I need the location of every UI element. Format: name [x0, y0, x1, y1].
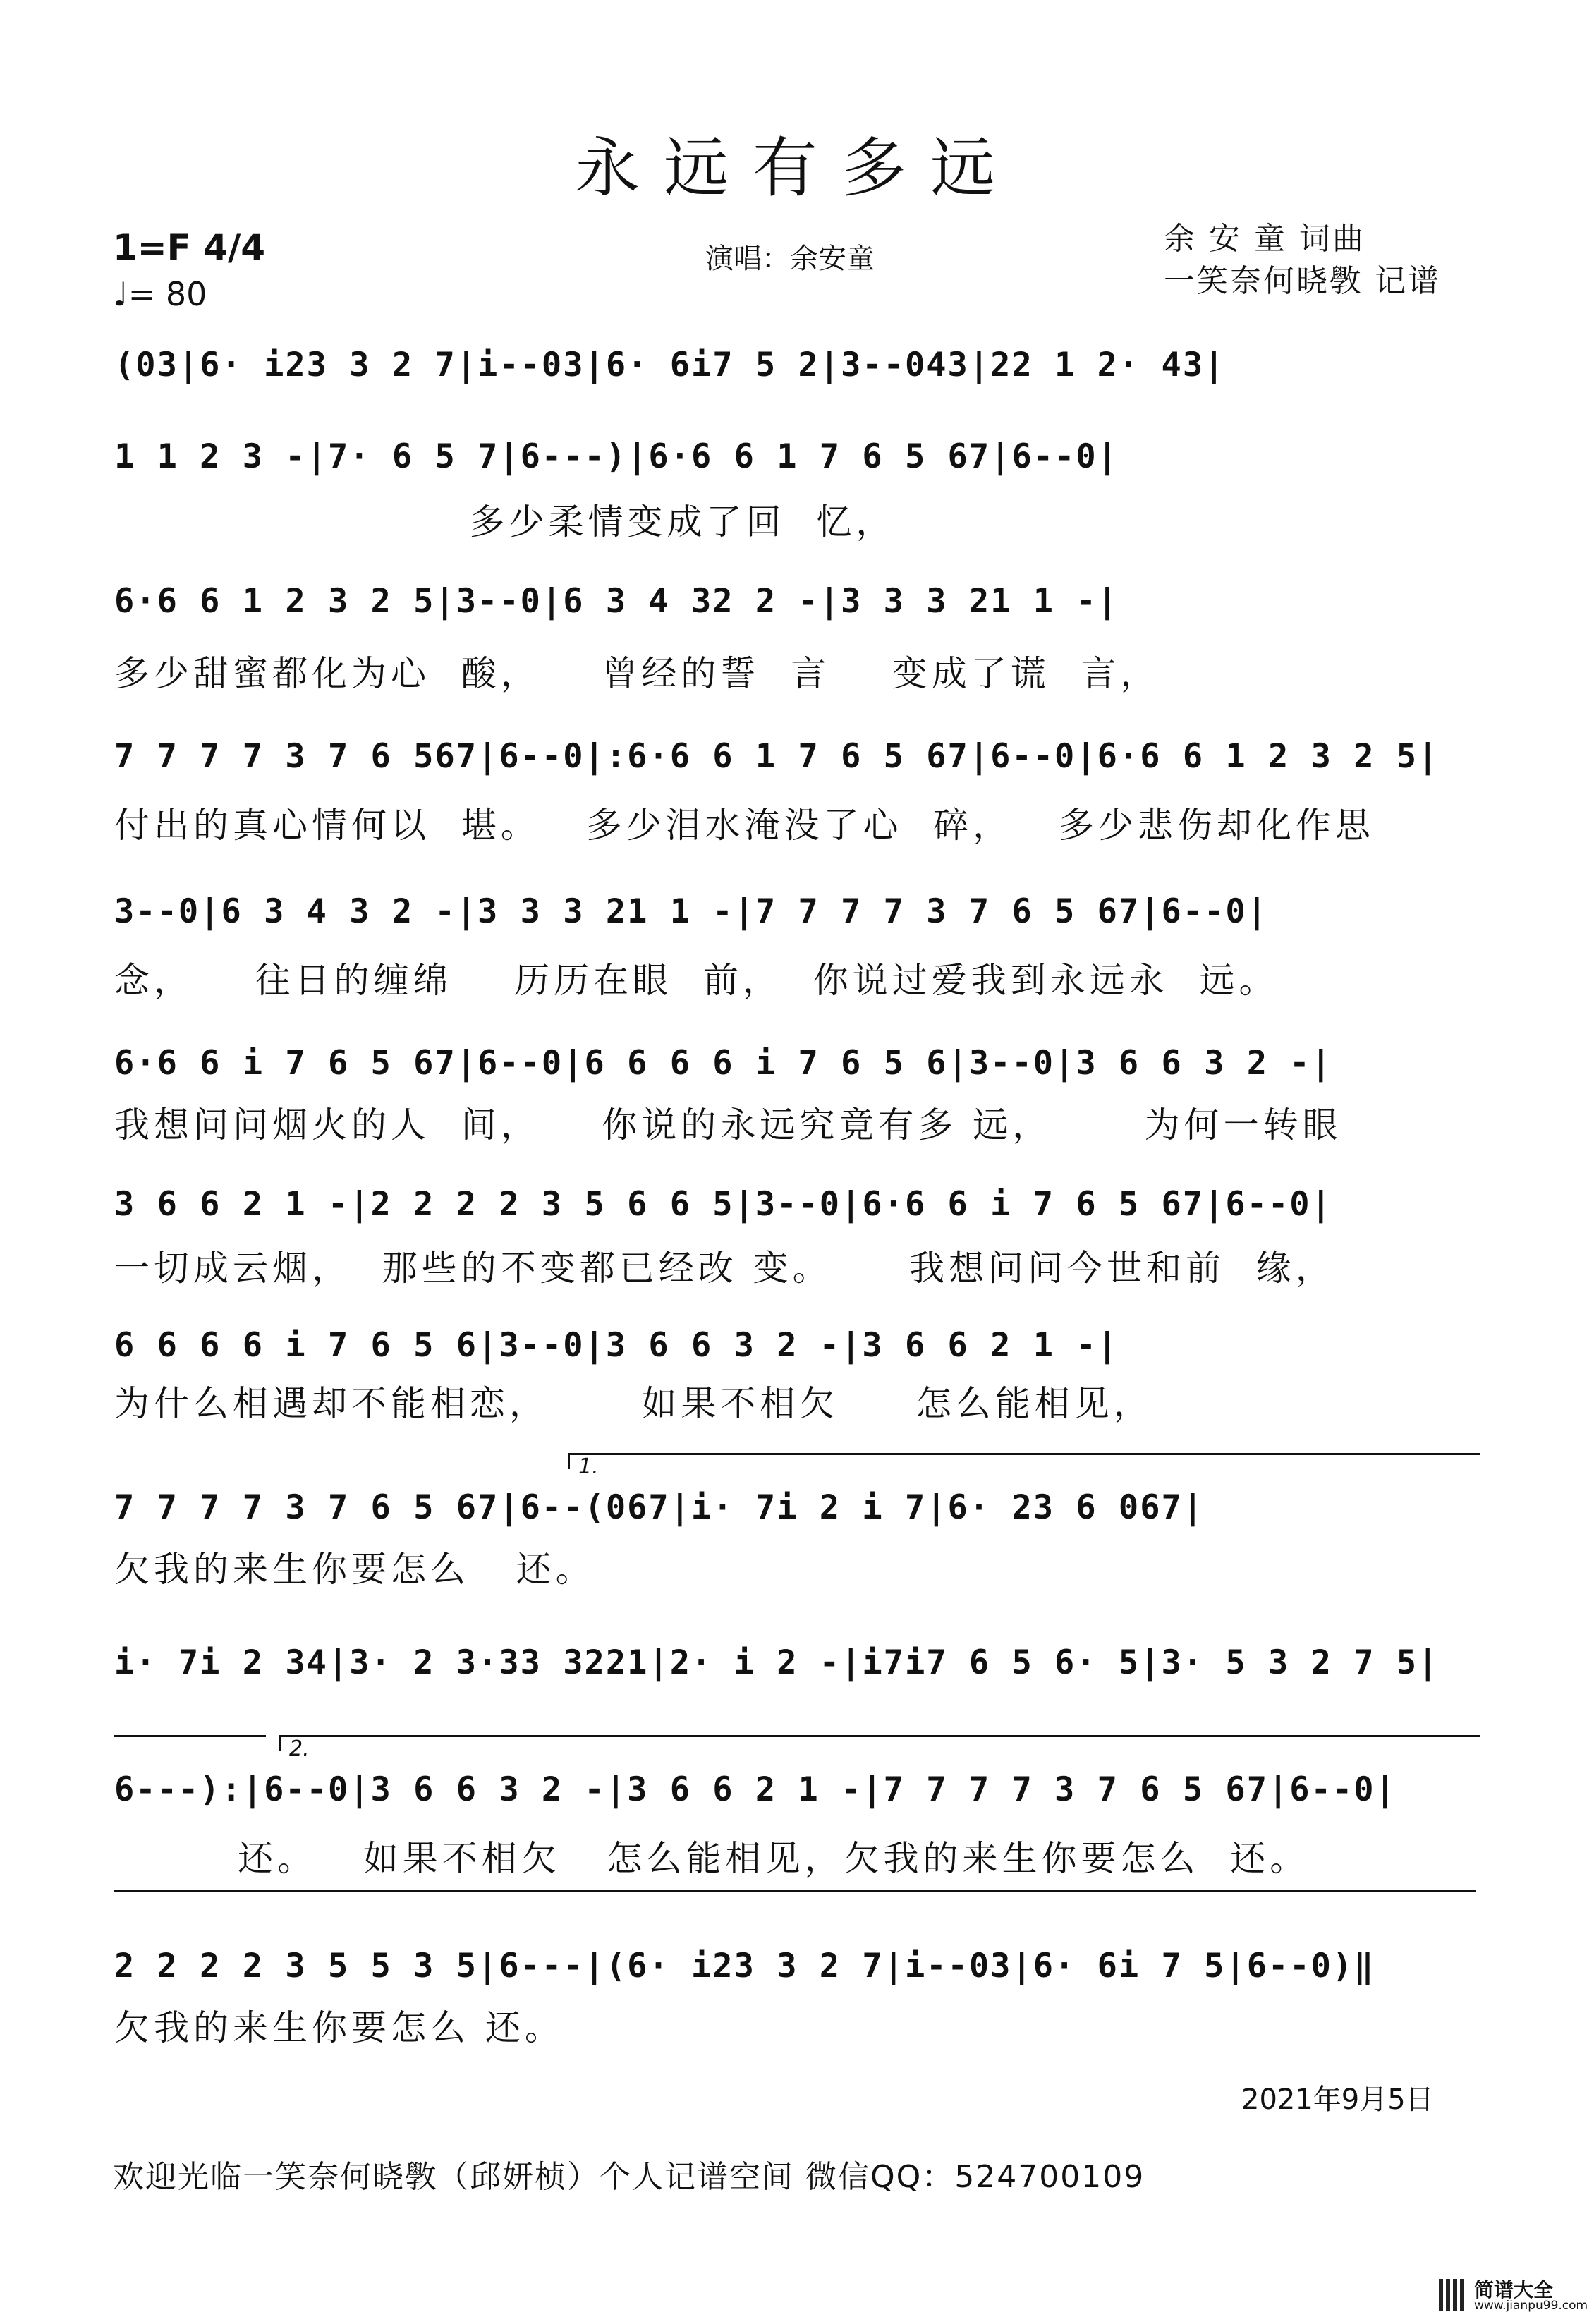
notation-line: (03|6· i23 3 2 7|i--03|6· 6i7 5 2|3--043|22 1 2· 43| [114, 346, 1226, 384]
lyrics-line: 还。 如果不相欠 怎么能相见，欠我的来生你要怎么 还。 [114, 1838, 1310, 1879]
notation-line: 6 6 6 6 i 7 6 5 6|3--0|3 6 6 3 2 -|3 6 6 2 1 -| [114, 1326, 1119, 1365]
notation-line: 7 7 7 7 3 7 6 567|6--0|:6·6 6 1 7 6 5 67|6--0|6·6 6 1 2 3 2 5| [114, 737, 1440, 776]
lyrics-line: 付出的真心情何以 堪。 多少泪水淹没了心 碎， 多少悲伤却化作思 [114, 805, 1375, 846]
site-logo [1439, 2275, 1588, 2317]
lyrics-line: 多少甜蜜都化为心 酸， 曾经的誓 言 变成了谎 言， [114, 653, 1160, 694]
lyrics-line: 我想问问烟火的人 间， 你说的永远究竟有多 远， 为何一转眼 [114, 1105, 1342, 1145]
footer-note: 欢迎光临一笑奈何晓斆（邱妍桢）个人记谱空间 微信QQ：524700109 [113, 2159, 1145, 2195]
song-title: 永远有多远 [574, 130, 1019, 206]
notation-line: i· 7i 2 34|3· 2 3·33 3221|2· i 2 -|i7i7 6 5 6· 5|3· 5 3 2 7 5| [114, 1643, 1440, 1682]
lyrics-line: 欠我的来生你要怎么 还。 [114, 2007, 564, 2048]
lyrics-line: 欠我的来生你要怎么 还。 [114, 1549, 595, 1590]
key-signature: 1=F 4/4 [113, 227, 266, 268]
notation-line: 6·6 6 1 2 3 2 5|3--0|6 3 4 32 2 -|3 3 3 21 1 -| [114, 582, 1119, 621]
notation-line: 6·6 6 i 7 6 5 67|6--0|6 6 6 6 i 7 6 5 6|3--0|3 6 6 3 2 -| [114, 1044, 1332, 1083]
first-ending-bracket [568, 1453, 1480, 1469]
transcriber-credit: 一笑奈何晓斆 记谱 [1164, 263, 1441, 299]
second-ending-label: 2. [289, 1736, 310, 1761]
first-ending-label: 1. [578, 1454, 599, 1479]
date-stamp: 2021年9月5日 [1241, 2083, 1434, 2116]
notation-line: 3 6 6 2 1 -|2 2 2 2 3 5 6 6 5|3--0|6·6 6 i 7 6 5 67|6--0| [114, 1185, 1332, 1224]
tempo-marking: ♩= 80 [113, 275, 207, 313]
notation-line: 3--0|6 3 4 3 2 -|3 3 3 21 1 -|7 7 7 7 3 7 6 5 67|6--0| [114, 892, 1269, 931]
lyrics-line: 为什么相遇却不能相恋， 如果不相欠 怎么能相见， [114, 1383, 1153, 1424]
notation-line: 1 1 2 3 -|7· 6 5 7|6---)|6·6 6 1 7 6 5 67|6--0| [114, 437, 1119, 476]
lyrics-line: 一切成云烟， 那些的不变都已经改 变。 我想问问今世和前 缘， [114, 1248, 1335, 1289]
singer-credit: 演唱：余安童 [705, 243, 875, 275]
coda-bracket [114, 1890, 1476, 1892]
notation-line: 6---):|6--0|3 6 6 3 2 -|3 6 6 2 1 -|7 7 7 7 3 7 6 5 67|6--0| [114, 1770, 1397, 1809]
notation-line: 2 2 2 2 3 5 5 3 5|6---|(6· i23 3 2 7|i--03|6· 6i 7 5|6--0)‖ [114, 1947, 1375, 1985]
first-ending-continuation [114, 1735, 266, 1737]
logo-url: www.jianpu99.com [1474, 2299, 1588, 2313]
lyrics-line: 念， 往日的缠绵 历历在眼 前， 你说过爱我到永远永 远。 [114, 960, 1279, 1001]
second-ending-bracket [279, 1735, 1480, 1751]
composer-credit: 余 安 童 词曲 [1164, 221, 1365, 257]
logo-bars-icon [1439, 2279, 1467, 2311]
notation-line: 7 7 7 7 3 7 6 5 67|6--(067|i· 7i 2 i 7|6· 23 6 067| [114, 1488, 1205, 1527]
logo-name: 简谱大全 [1474, 2278, 1554, 2301]
lyrics-line: 多少柔情变成了回 忆， [114, 501, 896, 542]
